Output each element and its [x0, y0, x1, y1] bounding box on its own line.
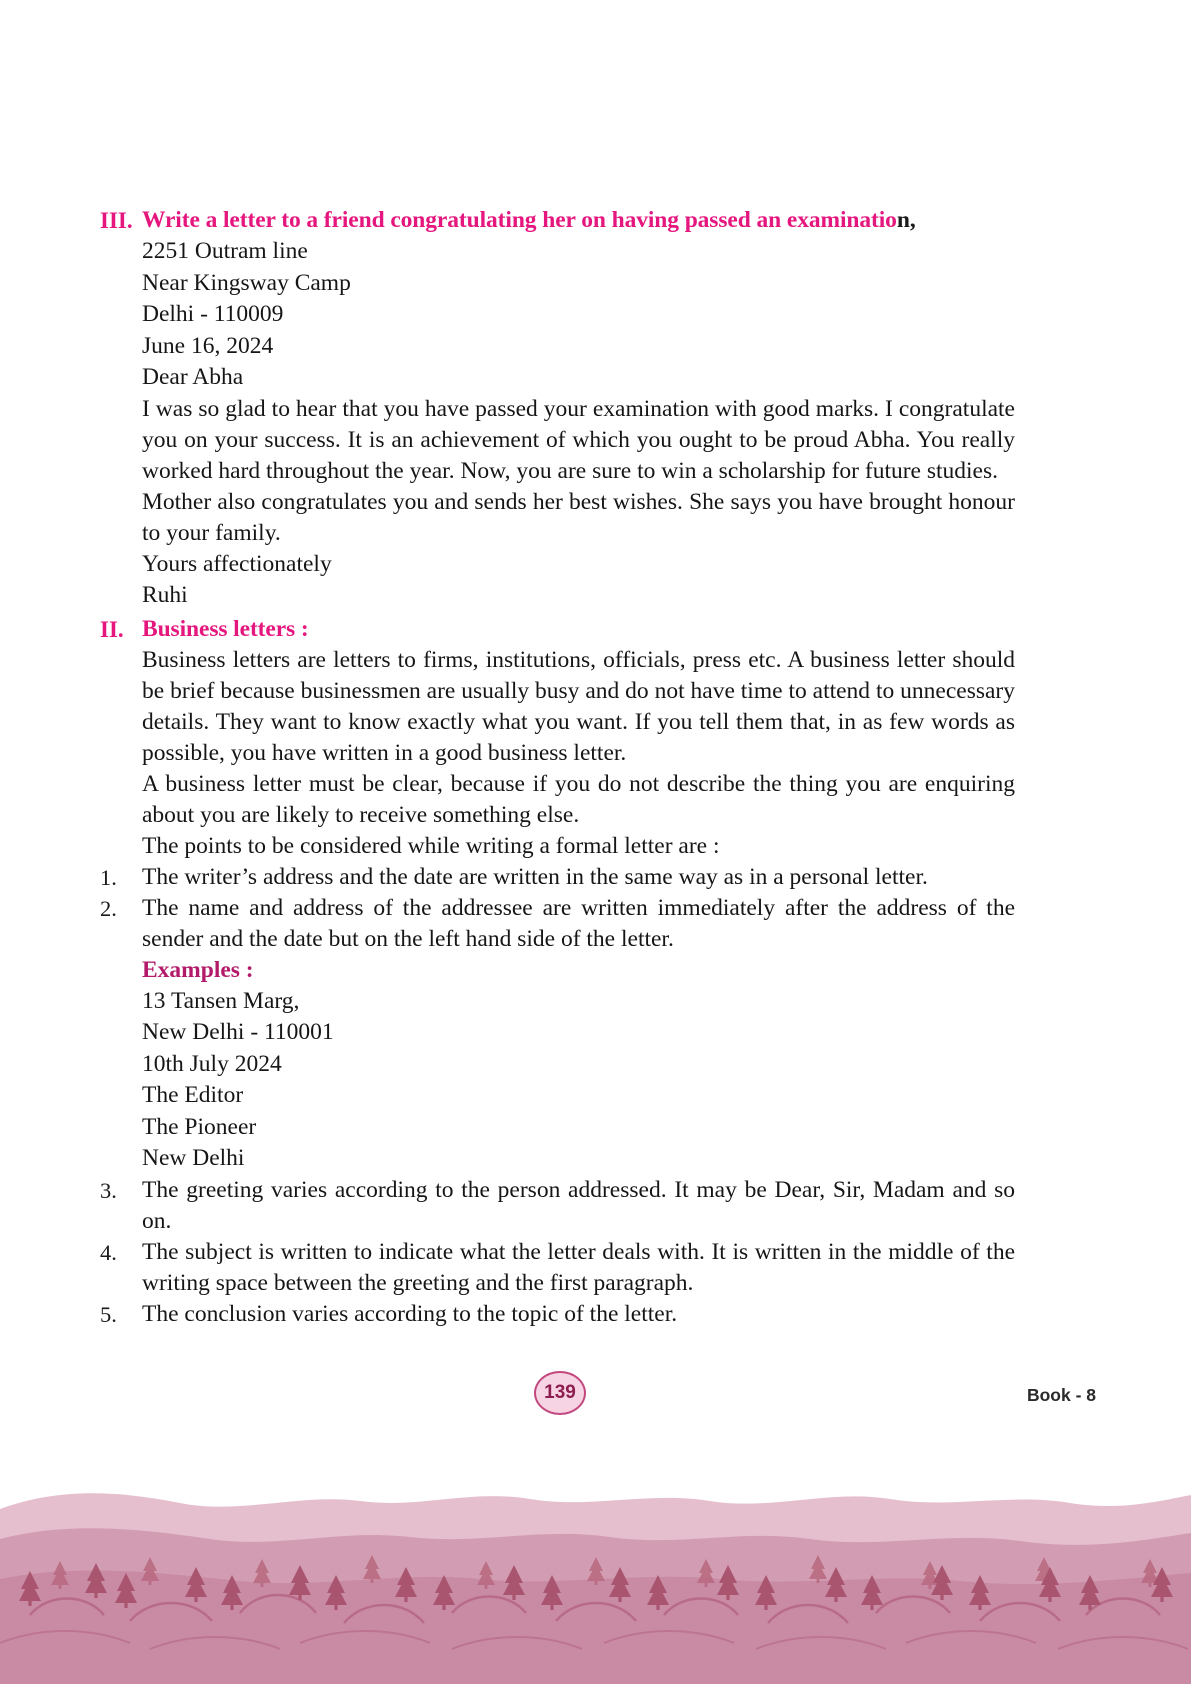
letter-salutation: Dear Abha	[142, 364, 244, 390]
letter-line: June 16, 2024	[142, 332, 274, 359]
numbered-point-3	[100, 1175, 1015, 1237]
business-paragraph-3: The points to be considered while writing a formal letter are :	[142, 832, 720, 859]
example-line: New Delhi	[142, 1145, 245, 1171]
numbered-point-5	[100, 1299, 1015, 1330]
letter-address-block	[142, 236, 1015, 612]
letter-paragraph-2: Mother also congratulates you and sends her best wishes. She says you have brought honour to your family.	[142, 488, 1015, 546]
business-letters-body	[142, 645, 1015, 862]
section-heading-iii-text	[142, 205, 916, 236]
numbered-point-text: The greeting varies according to the person addressed. It may be Dear, Sir, Madam and so on.	[142, 1176, 1015, 1234]
example-line: 13 Tansen Marg,	[142, 987, 300, 1014]
section-heading-ii	[100, 614, 1015, 645]
examples-heading: Examples :	[142, 956, 254, 983]
book-label: Book - 8	[1026, 1385, 1096, 1405]
numbered-point-marker: 1.	[100, 864, 117, 890]
numbered-point-4	[100, 1237, 1015, 1299]
letter-signature: Ruhi	[142, 582, 188, 608]
letter-line: Near Kingsway Camp	[142, 269, 351, 296]
numbered-point-text: The writer’s address and the date are written in the same way as in a personal letter.	[142, 863, 928, 890]
numbered-point-text: The name and address of the addressee are written immediately after the address of the sender and the date but on the left hand side of the letter.	[142, 894, 1015, 952]
numbered-point-text: The subject is written to indicate what the letter deals with. It is written in the middle of the writing space between the greeting and the first paragraph.	[142, 1238, 1015, 1296]
section-marker-iii: III.	[100, 208, 133, 233]
business-paragraph-2: A business letter must be clear, because if you do not describe the thing you are enquiring about you are likely to receive something else.	[142, 770, 1015, 828]
example-line: The Editor	[142, 1082, 244, 1108]
numbered-point-2	[100, 893, 1015, 955]
heading-main: Write a letter to a friend congratulating her on having passed an examinatio	[142, 207, 897, 233]
page-content	[100, 205, 1015, 1330]
letter-line: Delhi - 110009	[142, 301, 284, 327]
numbered-point-marker: 4.	[100, 1239, 117, 1265]
section-heading-iii	[100, 205, 1015, 236]
examples-block	[142, 955, 1015, 1175]
example-line: The Pioneer	[142, 1113, 257, 1140]
letter-closing: Yours affectionately	[142, 550, 332, 577]
page-number-badge: 139	[534, 1371, 586, 1415]
numbered-point-marker: 2.	[100, 895, 117, 921]
numbered-point-text: The conclusion varies according to the topic of the letter.	[142, 1300, 678, 1327]
heading-tail: n,	[896, 207, 916, 233]
numbered-point-1	[100, 862, 1015, 893]
section-heading-ii-text: Business letters :	[142, 615, 309, 642]
business-paragraph-1: Business letters are letters to firms, institutions, officials, press etc. A business letter should be brief because businessmen are usually busy and do not have time to attend to unnecessary details. They want to know exactly what you want. If you tell them that, in as few words as possible, you have written in a good business letter.	[142, 646, 1015, 766]
numbered-point-marker: 3.	[100, 1177, 117, 1203]
numbered-point-marker: 5.	[100, 1301, 117, 1327]
footer-decoration	[0, 1429, 1191, 1684]
example-line: 10th July 2024	[142, 1050, 282, 1077]
example-line: New Delhi - 110001	[142, 1019, 334, 1045]
letter-line: 2251 Outram line	[142, 238, 308, 264]
section-marker-ii: II.	[100, 616, 124, 642]
letter-paragraph-1: I was so glad to hear that you have passed your examination with good marks. I congratulate you on your success. It is an achievement of which you ought to be proud Abha. You really worked hard throughout the year. Now, you are sure to win a scholarship for future studies.	[142, 395, 1015, 484]
